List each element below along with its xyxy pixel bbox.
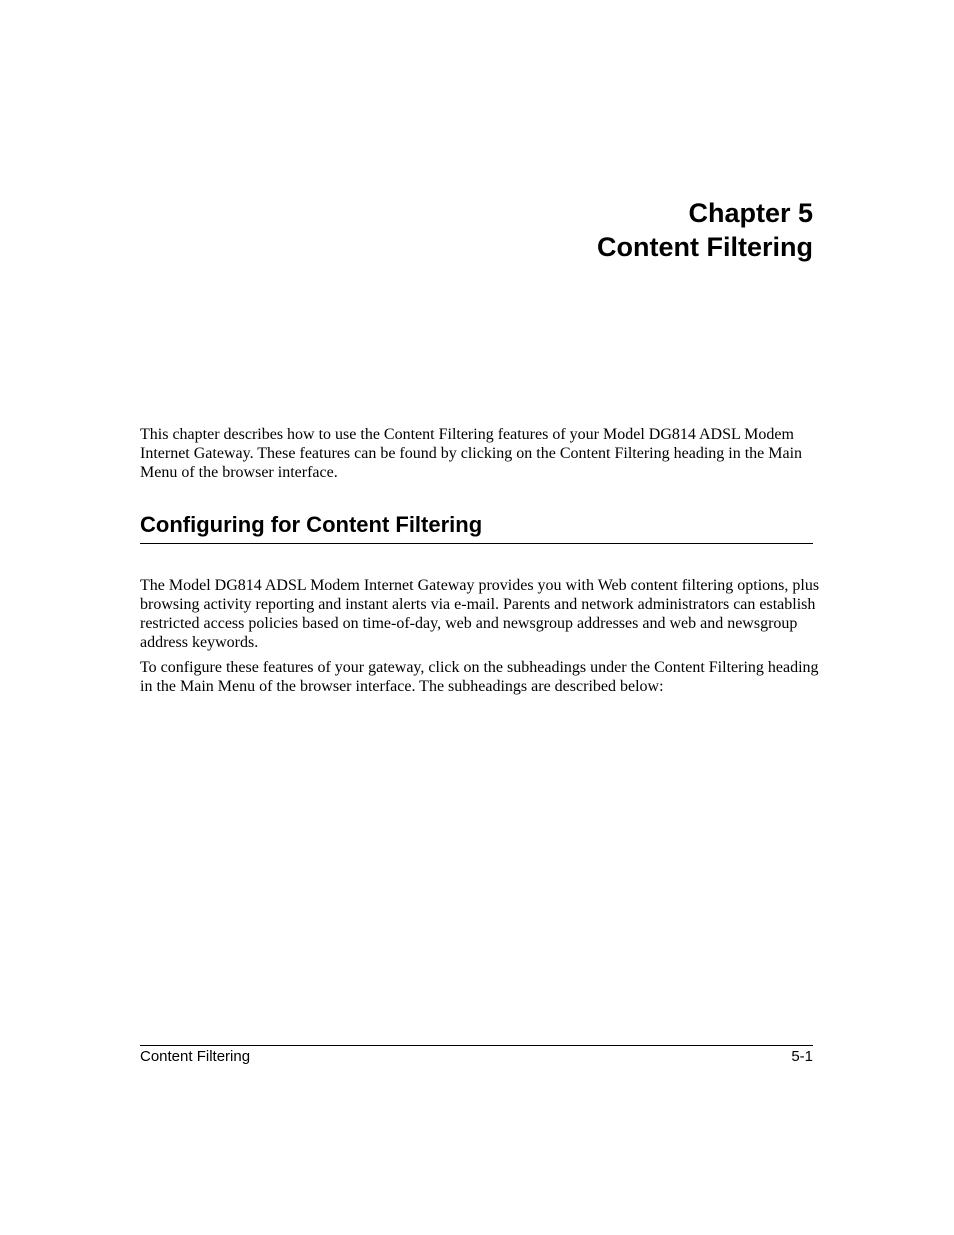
footer-chapter-title: Content Filtering — [140, 1048, 251, 1065]
chapter-heading — [140, 196, 813, 264]
section-heading: Configuring for Content Filtering — [140, 510, 813, 544]
footer-page-number: 5-1 — [791, 1048, 813, 1065]
footer-rule — [140, 1045, 813, 1046]
section-paragraph-1: The Model DG814 ADSL Modem Internet Gateway provides you with Web content filtering options, plus browsing activity reporting and instant alerts via e-mail. Parents and network administrators can establish restricted access policies based on time-of-day, web and newsgroup addresses and web and newsgroup address keywords. — [140, 577, 820, 651]
chapter-number: Chapter 5 — [688, 198, 813, 228]
chapter-title: Content Filtering — [597, 232, 813, 262]
section-paragraph-2: To configure these features of your gateway, click on the subheadings under the Content Filtering heading in the Main Menu of the browser interface. The subheadings are described below: — [140, 659, 819, 695]
intro-paragraph: This chapter describes how to use the Content Filtering features of your Model DG814 ADSL Modem Internet Gateway. These features can be found by clicking on the Content Filtering heading in the Main Menu of the browser interface. — [140, 426, 803, 481]
